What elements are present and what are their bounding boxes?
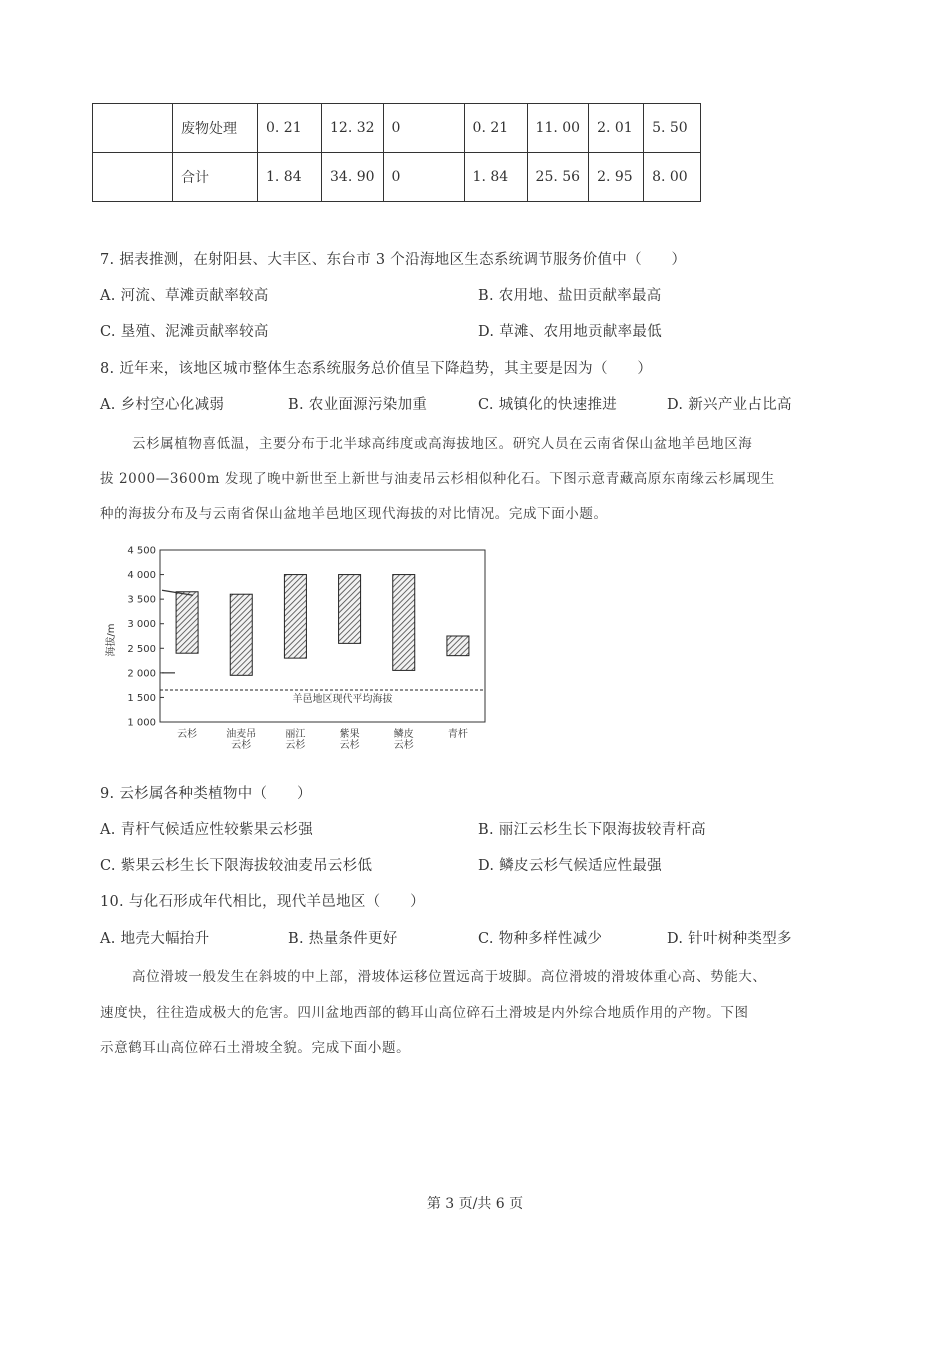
table-cell: 1. 84 — [464, 153, 527, 202]
x-tick-label: 鳞皮 — [393, 729, 414, 740]
question-9-option-b[interactable]: B. 丽江云杉生长下限海拔较青杆高 — [478, 822, 706, 838]
x-tick-label: 云杉 — [177, 729, 198, 740]
range-bar — [284, 575, 306, 659]
y-axis — [127, 546, 164, 729]
y-tick-label: 1 500 — [127, 692, 156, 704]
question-9-option-d[interactable]: D. 鳞皮云杉气候适应性最强 — [478, 858, 663, 874]
question-10-option-c[interactable]: C. 物种多样性减少 — [478, 931, 603, 947]
passage-1-line-1: 云杉属植物喜低温，主要分布于北半球高纬度或高海拔地区。研究人员在云南省保山盆地羊邑地区海 — [132, 436, 753, 452]
table-cell: 1. 84 — [258, 153, 322, 202]
x-tick-label: 云杉 — [393, 740, 414, 751]
x-tick-label: 云杉 — [231, 740, 252, 751]
question-9-stem: 9. 云杉属各种类植物中（ ） — [100, 786, 312, 802]
x-axis-labels — [177, 727, 468, 751]
table-cell: 8. 00 — [644, 153, 701, 202]
table-cell: 34. 90 — [322, 153, 384, 202]
y-tick-label: 2 500 — [127, 643, 156, 655]
y-tick-label: 4 500 — [127, 545, 156, 557]
question-8-option-a[interactable]: A. 乡村空心化减弱 — [100, 397, 225, 413]
bar-series — [176, 575, 469, 676]
x-tick-label: 云杉 — [339, 740, 360, 751]
x-tick-label: 油麦吊 — [226, 729, 257, 740]
y-tick-label: 2 000 — [127, 668, 156, 680]
range-bar — [176, 592, 198, 653]
passage-1-line-3: 种的海拔分布及与云南省保山盆地羊邑地区现代海拔的对比情况。完成下面小题。 — [100, 506, 608, 522]
question-10-stem: 10. 与化石形成年代相比，现代羊邑地区（ ） — [100, 894, 425, 910]
x-tick-label: 云杉 — [285, 740, 306, 751]
question-8-option-d[interactable]: D. 新兴产业占比高 — [667, 397, 792, 413]
question-7-option-a[interactable]: A. 河流、草滩贡献率较高 — [100, 288, 269, 304]
y-tick-label: 3 500 — [127, 594, 156, 606]
value-table — [92, 103, 701, 202]
x-tick-label: 青杆 — [447, 729, 468, 740]
passage-2-line-1: 高位滑坡一般发生在斜坡的中上部，滑坡体运移位置远高于坡脚。高位滑坡的滑坡体重心高、势能大、 — [132, 969, 767, 985]
spruce-altitude-chart — [100, 540, 495, 760]
question-10-option-b[interactable]: B. 热量条件更好 — [288, 931, 398, 947]
question-7-option-c[interactable]: C. 垦殖、泥滩贡献率较高 — [100, 324, 269, 340]
y-tick-label: 1 000 — [127, 717, 156, 729]
table-cell: 25. 56 — [527, 153, 589, 202]
table-cell: 2. 01 — [589, 104, 644, 153]
question-9-option-c[interactable]: C. 紫果云杉生长下限海拔较油麦吊云杉低 — [100, 858, 373, 874]
question-8-option-b[interactable]: B. 农业面源污染加重 — [288, 397, 428, 413]
question-7-stem: 7. 据表推测，在射阳县、大丰区、东台市 3 个沿海地区生态系统调节服务价值中（ ） — [100, 252, 687, 268]
question-8-stem: 8. 近年来，该地区城市整体生态系统服务总价值呈下降趋势，其主要是因为（ ） — [100, 361, 653, 377]
table-cell: 2. 95 — [589, 153, 644, 202]
table-row — [93, 104, 701, 153]
table-cell: 11. 00 — [527, 104, 589, 153]
question-10-option-a[interactable]: A. 地壳大幅抬升 — [100, 931, 210, 947]
question-8-option-c[interactable]: C. 城镇化的快速推进 — [478, 397, 618, 413]
table-cell: 0. 21 — [464, 104, 527, 153]
x-tick-label: 紫果 — [339, 729, 360, 740]
x-tick-label: 丽江 — [285, 729, 306, 740]
table-cell — [93, 104, 173, 153]
passage-2-line-2: 速度快，往往造成极大的危害。四川盆地西部的鹤耳山高位碎石土滑坡是内外综合地质作用的产物。下图 — [100, 1005, 749, 1021]
table-row — [93, 153, 701, 202]
table-cell: 合计 — [173, 153, 258, 202]
table-cell: 废物处理 — [173, 104, 258, 153]
table-cell — [93, 153, 173, 202]
range-bar — [230, 594, 252, 675]
y-axis-label: 海拔/m — [106, 623, 117, 657]
question-7-option-b[interactable]: B. 农用地、盐田贡献率最高 — [478, 288, 662, 304]
table-cell: 0 — [383, 153, 464, 202]
range-bar — [393, 575, 415, 671]
table-cell: 12. 32 — [322, 104, 384, 153]
reference-line-group — [160, 590, 485, 705]
question-10-option-d[interactable]: D. 针叶树种类型多 — [667, 931, 792, 947]
range-bar — [339, 575, 361, 644]
passage-1-line-2: 拔 2000—3600m 发现了晚中新世至上新世与油麦吊云杉相似种化石。下图示意青藏高原东南缘云杉属现生 — [100, 471, 775, 487]
passage-2-line-3: 示意鹤耳山高位碎石土滑坡全貌。完成下面小题。 — [100, 1040, 411, 1056]
reference-line-label: 羊邑地区现代平均海拔 — [292, 694, 393, 706]
range-bar — [447, 636, 469, 656]
y-tick-label: 3 000 — [127, 619, 156, 631]
question-9-option-a[interactable]: A. 青杆气候适应性较紫果云杉强 — [100, 822, 313, 838]
table-cell: 0. 21 — [258, 104, 322, 153]
table-cell: 5. 50 — [644, 104, 701, 153]
page-number: 第 3 页/共 6 页 — [426, 1196, 524, 1212]
question-7-option-d[interactable]: D. 草滩、农用地贡献率最低 — [478, 324, 663, 340]
table-cell: 0 — [383, 104, 464, 153]
y-tick-label: 4 000 — [127, 570, 156, 582]
